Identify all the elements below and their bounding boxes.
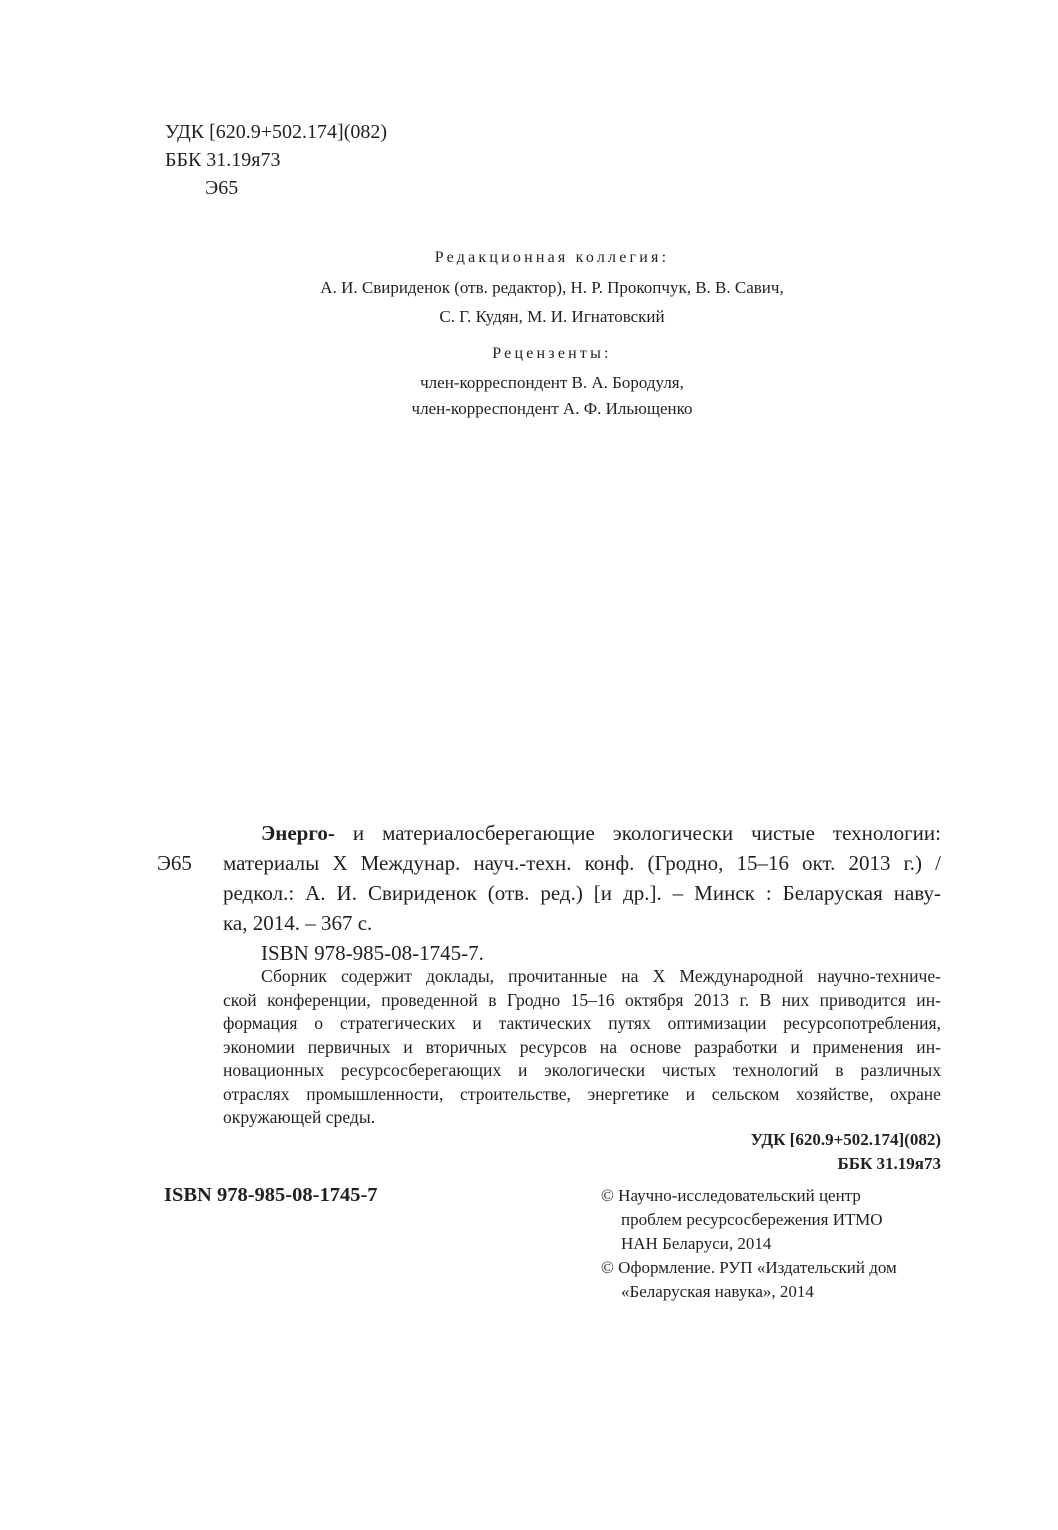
annotation-line-4: экономии первичных и вторичных ресурсов на основе разработки и применения ин- (223, 1036, 941, 1057)
copyright-block (601, 1184, 897, 1304)
bbk-code: ББК 31.19я73 (165, 149, 281, 171)
author-mark: Э65 (205, 177, 239, 199)
reviewers-heading: Рецензенты: (492, 345, 612, 362)
udk-code: УДК [620.9+502.174](082) (165, 121, 388, 143)
editorial-board-line-2: С. Г. Кудян, М. И. Игнатовский (439, 307, 665, 326)
bib-line-1 (223, 818, 941, 848)
footer-classification (751, 1128, 941, 1175)
editorial-board (0, 246, 1058, 331)
footer-bbk: ББК 31.19я73 (837, 1153, 941, 1173)
copyright-1-line-3: НАН Беларуси, 2014 (621, 1234, 772, 1253)
annotation-line-7: окружающей среды. (223, 1107, 376, 1127)
copyright-2-line-1: © Оформление. РУП «Издательский дом (601, 1258, 897, 1277)
footer-udk: УДК [620.9+502.174](082) (750, 1130, 941, 1149)
copyright-2-line-2: «Беларуская навука», 2014 (621, 1282, 814, 1301)
bib-title-rest: и материалосберегающие экологически чистые технологии: (334, 821, 941, 845)
bib-line-4: ка, 2014. – 367 с. (223, 911, 373, 935)
bib-author-mark: Э65 (157, 851, 192, 875)
bibliographic-record (223, 818, 941, 968)
annotation-line-2: ской конференции, проведенной в Гродно 15–16 октября 2013 г. В них приводится ин- (223, 989, 941, 1010)
bib-isbn: ISBN 978-985-08-1745-7. (261, 941, 484, 965)
copyright-1-line-2: проблем ресурсосбережения ИТМО (621, 1210, 883, 1229)
editorial-board-heading: Редакционная коллегия: (434, 249, 670, 266)
reviewer-line-1: член-корреспондент В. А. Бородуля, (420, 373, 684, 392)
editorial-board-line-1: А. И. Свириденок (отв. редактор), Н. Р. Прокопчук, В. В. Савич, (320, 278, 784, 297)
annotation (223, 965, 941, 1130)
bib-line-3: редкол.: А. И. Свириденок (отв. ред.) [и др.]. – Минск : Беларуская наву- (223, 881, 941, 905)
reviewer-line-2: член-корреспондент А. Ф. Ильющенко (411, 399, 693, 418)
copyright-1-line-1: © Научно-исследовательский центр (601, 1186, 861, 1205)
annotation-line-6: отраслях промышленности, строительстве, энергетике и сельском хозяйстве, охране (223, 1083, 941, 1104)
annotation-line-3: формация о стратегических и тактических путях оптимизации ресурсопотребления, (223, 1013, 941, 1033)
annotation-line-1: Сборник содержит доклады, прочитанные на X Международной научно-техниче- (261, 966, 941, 986)
bib-line-2: материалы X Междунар. науч.-техн. конф. (Гродно, 15–16 окт. 2013 г.) / (223, 851, 941, 875)
annotation-line-5: новационных ресурсосберегающих и экологически чистых технологий в различных (223, 1060, 941, 1080)
footer-isbn: ISBN 978-985-08-1745-7 (164, 1184, 378, 1206)
bib-title-bold: Энерго- (261, 821, 335, 845)
reviewers (0, 342, 1058, 422)
